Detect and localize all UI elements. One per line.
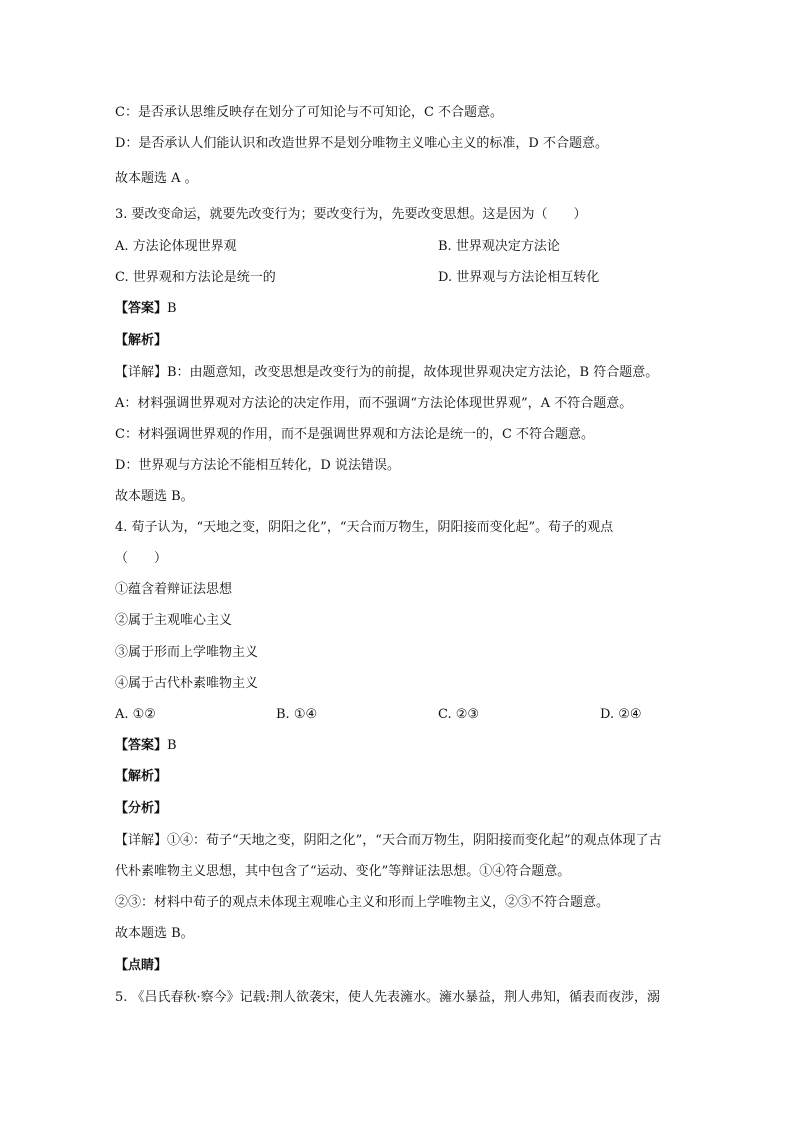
q4-option-d: D. ②④: [600, 707, 642, 722]
q3-option-b: B. 世界观决定方法论: [438, 239, 560, 254]
q4-option-c: C. ②③: [438, 707, 480, 722]
q4-item-1: ①蕴含着辩证法思想: [115, 582, 233, 597]
q3-stem: 3. 要改变命运，就要先改变行为；要改变行为，先要改变思想。这是因为（ ）: [115, 207, 587, 222]
q4-detail-line-1: 【详解】①④：荀子“天地之变，阴阳之化”，“天合而万物生，阴阳接而变化起”的观点体现了古: [115, 833, 662, 848]
q3-analysis-label: 【解析】: [115, 333, 168, 348]
q4-option-b: B. ①④: [276, 707, 318, 722]
q4-answer: [115, 737, 734, 755]
q4-detail-line-2: 代朴素唯物主义思想，其中包含了“运动、变化”等辩证法思想。①④符合题意。: [115, 864, 571, 879]
q3-explanation-d: D：世界观与方法论不能相互转化，D 说法错误。: [115, 458, 400, 473]
q4-conclusion: 故本题选 B。: [115, 926, 194, 941]
q3-option-d: D. 世界观与方法论相互转化: [438, 270, 600, 285]
prev-conclusion: 故本题选 A 。: [115, 171, 198, 186]
q3-detail: 【详解】B：由题意知，改变思想是改变行为的前提，故体现世界观决定方法论，B 符合题意。: [115, 365, 659, 380]
q4-item-2: ②属于主观唯心主义: [115, 613, 233, 628]
q4-answer-label: 【答案】: [115, 738, 168, 753]
q3-conclusion: 故本题选 B。: [115, 489, 194, 504]
q4-answer-value: B: [167, 738, 177, 753]
q3-answer: [115, 300, 734, 318]
q4-analysis2-label: 【分析】: [115, 801, 168, 816]
q4-detail-line-3: ②③：材料中荀子的观点未体现主观唯心主义和形而上学唯物主义，②③不符合题意。: [115, 895, 610, 910]
q3-option-c: C. 世界观和方法论是统一的: [115, 270, 276, 285]
q4-stem-paren: （ ）: [115, 551, 168, 566]
q4-item-4: ④属于古代朴素唯物主义: [115, 676, 259, 691]
q3-answer-label: 【答案】: [115, 301, 168, 316]
q4-item-3: ③属于形而上学唯物主义: [115, 645, 259, 660]
q4-analysis-label: 【解析】: [115, 769, 168, 784]
q3-option-a: A. 方法论体现世界观: [115, 239, 237, 254]
prev-explanation-c: C：是否承认思维反映存在划分了可知论与不可知论，C 不合题意。: [115, 105, 504, 120]
q4-stem: 4. 荀子认为，“天地之变，阴阳之化”，“天合而万物生，阴阳接而变化起”。荀子的观点: [115, 520, 614, 535]
q3-answer-value: B: [167, 301, 177, 316]
q3-explanation-c: C：材料强调世界观的作用，而不是强调世界观和方法论是统一的，C 不符合题意。: [115, 427, 595, 442]
q4-option-a: A. ①②: [115, 707, 156, 722]
q3-explanation-a: A：材料强调世界观对方法论的决定作用，而不强调“方法论体现世界观”，A 不符合题意。: [115, 396, 633, 411]
q4-comment-label: 【点睛】: [115, 958, 168, 973]
prev-explanation-d: D：是否承认人们能认识和改造世界不是划分唯物主义唯心主义的标准，D 不合题意。: [115, 136, 608, 151]
q5-stem: 5. 《吕氏春秋·察今》记载:荆人欲袭宋，使人先表澭水。澭水暴益，荆人弗知，循表而夜涉，溺: [115, 990, 661, 1005]
